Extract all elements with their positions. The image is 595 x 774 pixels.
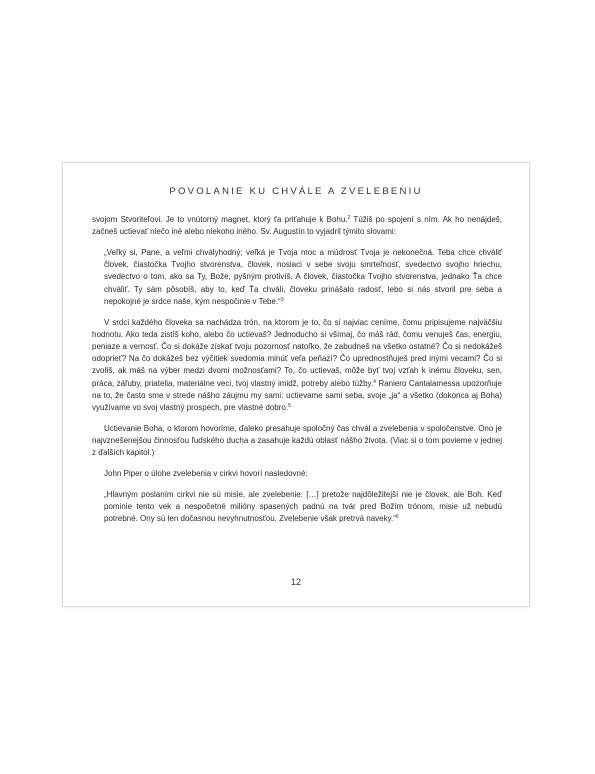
paragraph-text: V srdci každého človeka sa nachádza trón, na ktorom je to, čo si najviac ceníme, čomu pripisujeme najväčšiu hodnotu. Ako teda zistíš koho, alebo čo uctievaš? Jednoducho si všímaj, čo máš rád, čomu venuješ čas, energiu, peniaze a vernosť. Čo si dokáže získať tvoju pozornosť natoľko, že zabudneš na všetko ostatné? Čo si nedokážeš odoprieť? Na čo dokážeš bez výčitiek svedomia minúť veľa peňazí? Čo uprednostňuješ pred inými vecami? Čo si zvolíš, ak máš na výber medzi dvomi možnosťami? To, čo uctievaš, môže byť tvoj vzťah k inému človeku, sen, práca, záľuby, priatelia, materiálne veci, tvoj vlastný imidž, potreby alebo túžby.: [92, 317, 502, 388]
paragraph-text: „Veľký si, Pane, a veľmi chvályhodný; veľká je Tvoja moc a múdrosť Tvoja je nekonečná. Teba chce chváliť človek, čiastočka Tvojho stvorenstva, človek, nosiaci v sebe svoju smrteľnosť, svedectvo svojho hriechu, svedectvo o tom, ako sa Ty, Bože, pyšným protivíš. A človek, čiastočka Tvojho stvorenstva, jednako Ťa chce chváliť. Ty sám pôsobíš, aby to, keď Ťa chváli, človeku prinášalo radosť, lebo si nás stvoril pre seba a nepokojné je srdce naše, kým nespočinie v Tebe.“: [104, 248, 502, 306]
footnote-ref: 4: [373, 378, 376, 385]
book-page: [62, 162, 530, 607]
paragraph-text: „Hlavným poslaním cirkvi nie sú misie, ale zvelebenie. […] pretože najdôležitejší nie je človek, ale Boh. Keď pominie tento vek a nespočetné milióny spasených padnú na tvár pred Božím trónom, misie už nebudú potrebné. Ony sú len dočasnou nevyhnutnosťou. Zvelebenie však pretrvá naveky.“: [104, 489, 502, 524]
paragraph: [92, 468, 502, 480]
paragraph: [92, 214, 502, 238]
paragraph-text-continued: Raniero Cantalamessa upozorňuje na to, že často sme v strede nášho záujmu my sami: uctievame sami seba, svoje „ja“ a všetko (dokonca aj Boha) využívame vo svoj vlastný prospech, pre vlastné dobro.: [92, 378, 502, 413]
footnote-ref: 5: [288, 403, 291, 410]
quote-paragraph: [92, 247, 502, 308]
body-text: [92, 214, 502, 534]
paragraph-text: John Piper o úlohe zvelebenia v cirkvi hovorí nasledovné:: [104, 469, 308, 479]
footnote-ref: 6: [395, 514, 399, 521]
page-number: 12: [290, 577, 301, 587]
footnote-ref: 3: [280, 296, 284, 303]
paragraph-text: Uctievanie Boha, o ktorom hovoríme, ďaleko presahuje spoločný čas chvál a zvelebenia v spoločenstve. Ono je najvznešenejšou činnosťou ľudského ducha a zasahuje každú oblasť nášho života. (Viac si o tom povieme v jednej z ďalších kapitol.): [92, 423, 502, 458]
paragraph: [92, 423, 502, 460]
paragraph: [92, 317, 502, 415]
footnote-ref: 2: [347, 215, 351, 221]
paragraph-text-continued: Túžiš po spojení s ním. Ak ho nenájdeš, začneš uctievať niečo iné alebo niekoho iného. Sv. Augustín to vyjadril týmito slovami:: [92, 215, 502, 237]
quote-paragraph: [92, 489, 502, 526]
paragraph-text: svojom Stvoriteľovi. Je to vnútorný magnet, ktorý ťa priťahuje k Bohu.: [92, 215, 348, 224]
chapter-title: POVOLANIE KU CHVÁLE A ZVELEBENIU: [169, 186, 423, 197]
